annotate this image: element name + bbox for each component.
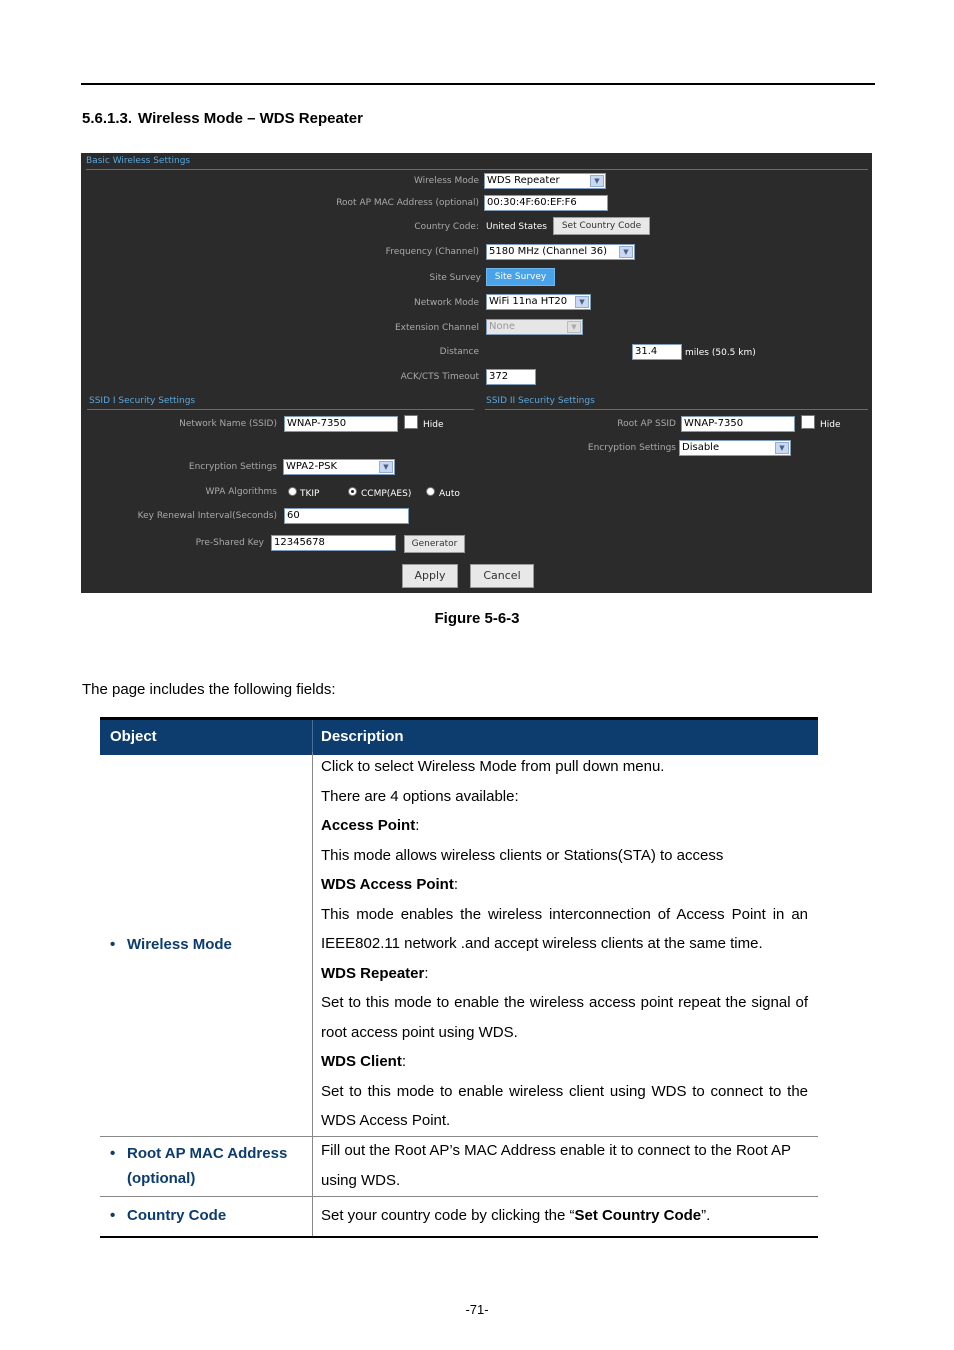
key-renewal-input[interactable]: 60 <box>284 508 409 524</box>
auto-label: Auto <box>439 489 460 499</box>
divider <box>86 169 868 170</box>
generator-button[interactable]: Generator <box>404 535 465 553</box>
distance-input[interactable]: 31.4 <box>632 344 682 360</box>
desc-term: WDS Client <box>321 1053 402 1070</box>
table-bottom-rule <box>100 1236 818 1238</box>
divider <box>87 409 474 410</box>
root-ap-mac-input[interactable]: 00:30:4F:60:EF:F6 <box>484 195 608 211</box>
ack-timeout-input[interactable]: 372 <box>486 369 536 385</box>
chevron-down-icon: ▼ <box>590 175 604 187</box>
ssid1-title: SSID I Security Settings <box>89 396 196 406</box>
tkip-label: TKIP <box>300 489 320 499</box>
root-ap-mac-label: Root AP MAC Address (optional) <box>336 198 479 208</box>
wireless-mode-select[interactable]: WDS Repeater ▼ <box>484 173 606 189</box>
extension-channel-select[interactable]: None ▼ <box>486 319 583 335</box>
distance-unit: miles (50.5 km) <box>685 348 756 358</box>
hide-label: Hide <box>820 420 841 430</box>
basic-settings-title: Basic Wireless Settings <box>86 156 191 166</box>
desc-line: Set to this mode to enable the wireless access point repeat the signal of root access point using WDS. <box>321 994 808 1041</box>
header-rule <box>81 83 875 85</box>
chevron-down-icon: ▼ <box>775 442 789 454</box>
ccmp-label: CCMP(AES) <box>361 489 412 499</box>
settings-screenshot <box>81 153 872 593</box>
tkip-radio[interactable] <box>288 487 297 496</box>
site-survey-label: Site Survey <box>429 273 481 283</box>
auto-radio[interactable] <box>426 487 435 496</box>
ssid2-encryption-select[interactable]: Disable ▼ <box>679 440 791 456</box>
desc-wireless-mode: Click to select Wireless Mode from pull down menu. There are 4 options available: Access Point: This mode allows wireless clients or Stations(STA) to access WDS Access Point: This mode enables the wireless interconnection of Access Point in an IEEE802.11 network .and accept wireless clients at the same time. WDS Repeater: Set to this mode to enable the wireless access point repeat the signal of root access point using WDS. WDS Client: Set to this mode to enable wireless client using WDS to connect to the WDS Access Point. <box>321 752 808 1136</box>
ssid-name-label: Network Name (SSID) <box>179 419 277 429</box>
page-number: -71- <box>465 1302 489 1317</box>
desc-term: WDS Repeater <box>321 964 425 982</box>
desc-line: This mode enables the wireless interconnection of Access Point in an IEEE802.11 network .and accept wireless clients at the same time. <box>321 905 808 952</box>
key-renewal-label: Key Renewal Interval(Seconds) <box>137 511 277 521</box>
table-header <box>100 717 818 755</box>
ssid-name-input[interactable]: WNAP-7350 <box>284 416 398 432</box>
header-description: Description <box>321 728 404 745</box>
section-heading: 5.6.1.3. Wireless Mode – WDS Repeater <box>82 110 363 127</box>
root-ap-ssid-input[interactable]: WNAP-7350 <box>681 416 795 432</box>
encryption-label: Encryption Settings <box>188 462 277 472</box>
ack-timeout-label: ACK/CTS Timeout <box>400 372 479 382</box>
ccmp-radio[interactable] <box>348 487 357 496</box>
divider <box>485 409 868 410</box>
psk-input[interactable]: 12345678 <box>271 535 396 551</box>
row-divider <box>100 1196 818 1197</box>
network-mode-select[interactable]: WiFi 11na HT20 ▼ <box>486 294 591 310</box>
encryption-select[interactable]: WPA2-PSK ▼ <box>283 459 395 475</box>
column-divider <box>312 752 313 1236</box>
network-mode-label: Network Mode <box>414 298 479 308</box>
header-divider <box>312 720 313 755</box>
desc-country-code: Set your country code by clicking the “Set Country Code”. <box>321 1207 711 1224</box>
object-country-code: • Country Code <box>110 1207 227 1224</box>
distance-label: Distance <box>439 347 479 357</box>
country-code-value: United States <box>486 222 547 232</box>
apply-button[interactable]: Apply <box>402 564 458 588</box>
desc-line: Set to this mode to enable wireless client using WDS to connect to the WDS Access Point. <box>321 1082 808 1129</box>
psk-label: Pre-Shared Key <box>195 538 264 548</box>
country-code-label: Country Code: <box>414 222 479 232</box>
object-root-ap-mac: • Root AP MAC Address (optional) <box>110 1145 288 1187</box>
desc-root-ap-mac: Fill out the Root AP’s MAC Address enable it to connect to the Root AP using WDS. <box>321 1142 791 1189</box>
ssid2-title: SSID II Security Settings <box>486 396 595 406</box>
chevron-down-icon: ▼ <box>575 296 589 308</box>
root-ap-ssid-label: Root AP SSID <box>617 419 676 429</box>
cancel-button[interactable]: Cancel <box>470 564 534 588</box>
desc-line: This mode allows wireless clients or Stations(STA) to access <box>321 846 724 864</box>
frequency-label: Frequency (Channel) <box>385 247 479 257</box>
desc-term: WDS Access Point <box>321 876 454 893</box>
frequency-select[interactable]: 5180 MHz (Channel 36) ▼ <box>486 244 635 260</box>
hide-root-ssid-checkbox[interactable] <box>801 415 815 429</box>
desc-line: There are 4 options available: <box>321 787 519 805</box>
wpa-algorithms-label: WPA Algorithms <box>205 487 277 497</box>
set-country-code-button[interactable]: Set Country Code <box>553 217 650 235</box>
intro-text: The page includes the following fields: <box>82 681 336 698</box>
wireless-mode-label: Wireless Mode <box>413 176 479 186</box>
hide-label: Hide <box>423 420 444 430</box>
chevron-down-icon: ▼ <box>379 461 393 473</box>
chevron-down-icon: ▼ <box>619 246 633 258</box>
header-object: Object <box>110 728 157 745</box>
chevron-down-icon: ▼ <box>567 321 581 333</box>
extension-channel-label: Extension Channel <box>395 323 479 333</box>
object-wireless-mode: • Wireless Mode <box>110 936 232 953</box>
ssid2-encryption-label: Encryption Settings <box>587 443 676 453</box>
site-survey-button[interactable]: Site Survey <box>486 268 555 286</box>
hide-ssid-checkbox[interactable] <box>404 415 418 429</box>
desc-line: Click to select Wireless Mode from pull down menu. <box>321 758 665 775</box>
desc-term: Access Point <box>321 817 416 834</box>
figure-caption: Figure 5-6-3 <box>434 610 520 627</box>
